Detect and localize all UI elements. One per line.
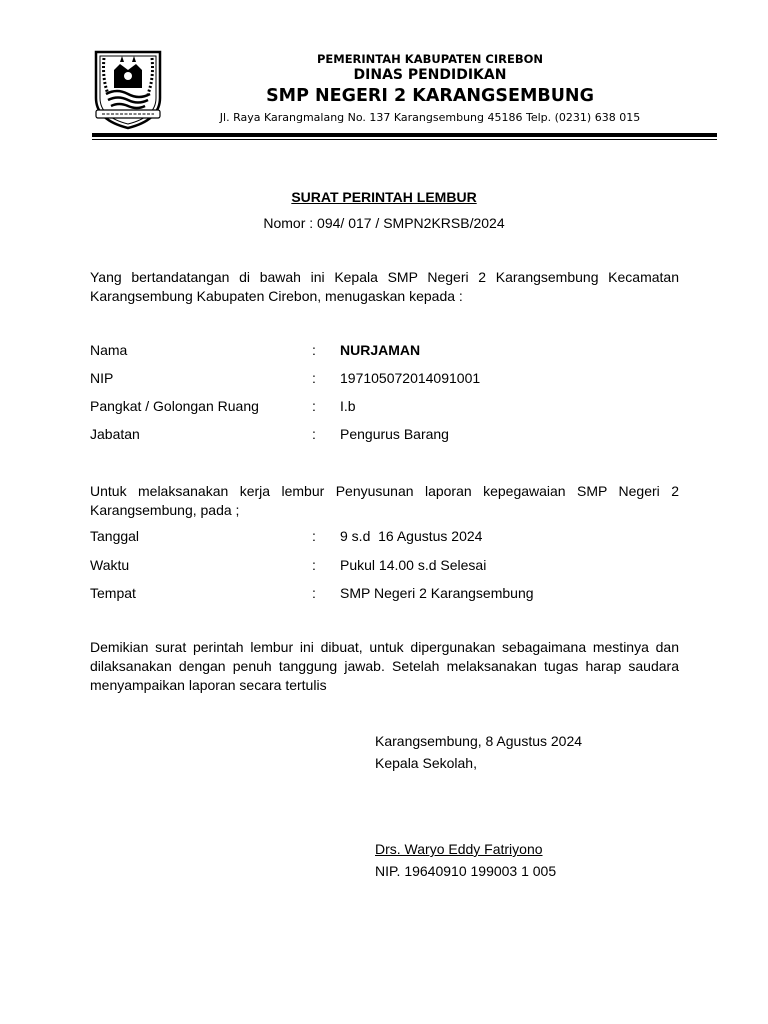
schedule-value: SMP Negeri 2 Karangsembung [340, 585, 534, 601]
task-paragraph: Untuk melaksanakan kerja lembur Penyusunan laporan kepegawaian SMP Negeri 2 Karangsembung, pada ; [90, 483, 679, 518]
schedule-value: Pukul 14.00 s.d Selesai [340, 557, 487, 573]
detail-label: NIP [90, 370, 114, 386]
signature-position: Kepala Sekolah, [375, 755, 477, 771]
schedule-label: Tempat [90, 585, 136, 601]
schedule-label: Waktu [90, 557, 130, 573]
detail-colon: : [312, 342, 316, 358]
document-title: SURAT PERINTAH LEMBUR [291, 189, 477, 205]
schedule-value: 9 s.d 16 Agustus 2024 [340, 528, 483, 544]
detail-label: Nama [90, 342, 128, 358]
cirebon-regency-emblem-icon [90, 48, 166, 130]
document-number: Nomor : 094/ 017 / SMPN2KRSB/2024 [263, 215, 505, 231]
detail-colon: : [312, 370, 316, 386]
signatory-nip: NIP. 19640910 199003 1 005 [375, 863, 557, 879]
signatory-name: Drs. Waryo Eddy Fatriyono [375, 841, 543, 857]
detail-colon: : [312, 426, 316, 442]
schedule-colon: : [312, 557, 316, 573]
signature-place-date: Karangsembung, 8 Agustus 2024 [375, 733, 583, 749]
letterhead-divider-thick [92, 133, 717, 137]
school-address: Jl. Raya Karangmalang No. 137 Karangsembung 45186 Telp. (0231) 638 015 [219, 111, 641, 124]
schedule-colon: : [312, 528, 316, 544]
government-name: PEMERINTAH KABUPATEN CIREBON [316, 52, 544, 66]
department-name: DINAS PENDIDIKAN [353, 67, 507, 83]
closing-paragraph: Demikian surat perintah lembur ini dibuat, untuk dipergunakan sebagaimana mestinya dan dilaksanakan dengan penuh tanggung jawab. Setelah melaksanakan tugas harap saudara menyampaikan laporan secara tertulis [90, 639, 679, 693]
schedule-label: Tanggal [90, 528, 140, 544]
detail-label: Pangkat / Golongan Ruang [90, 398, 259, 414]
detail-value: 197105072014091001 [340, 370, 481, 386]
detail-value: NURJAMAN [340, 342, 421, 358]
intro-paragraph: Yang bertandatangan di bawah ini Kepala SMP Negeri 2 Karangsembung Kecamatan Karangsembung Kabupaten Cirebon, menugaskan kepada : [90, 269, 679, 304]
detail-colon: : [312, 398, 316, 414]
school-name: SMP NEGERI 2 KARANGSEMBUNG [266, 86, 594, 106]
schedule-colon: : [312, 585, 316, 601]
letterhead-divider-thin [92, 139, 717, 140]
detail-label: Jabatan [90, 426, 140, 442]
detail-value: Pengurus Barang [340, 426, 449, 442]
letterhead [170, 52, 690, 126]
detail-value: I.b [340, 398, 356, 414]
